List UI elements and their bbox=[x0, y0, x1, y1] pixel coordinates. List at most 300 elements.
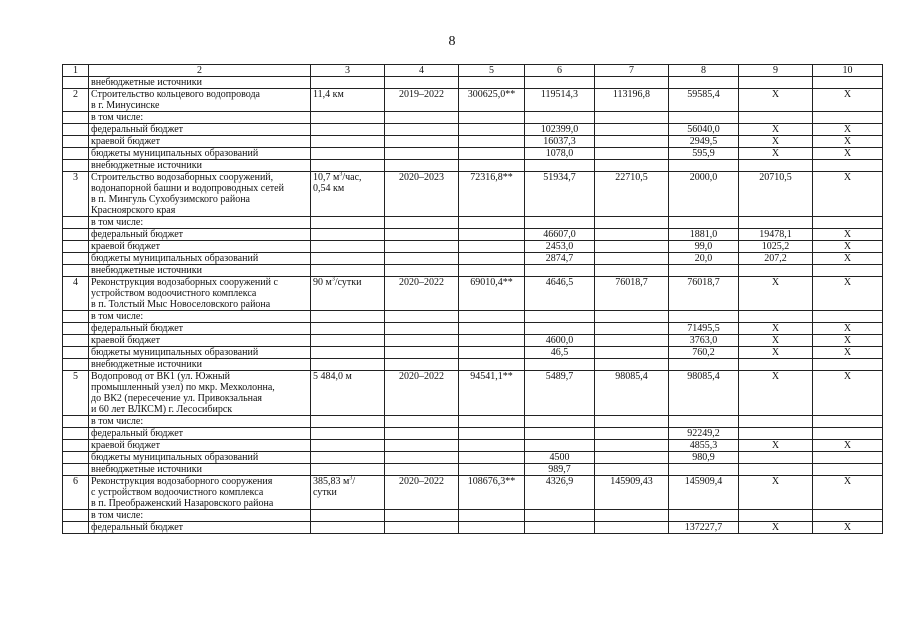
column-header: 5 bbox=[459, 65, 525, 77]
cell-c8: 56040,0 bbox=[669, 124, 739, 136]
page-number: 8 bbox=[448, 34, 456, 49]
cell-period bbox=[385, 416, 459, 428]
table-row bbox=[63, 335, 883, 347]
cell-name bbox=[63, 359, 89, 371]
cell-label: Реконструкция водозаборных сооружений с устройством водоочистного комплекса в п. Толстый Мыс Новоселовского района bbox=[89, 277, 311, 311]
cell-cost bbox=[459, 510, 525, 522]
cell-c8: 137227,7 bbox=[669, 522, 739, 534]
cell-label: бюджеты муниципальных образований bbox=[89, 148, 311, 160]
cell-c7 bbox=[595, 359, 669, 371]
cell-c9: X bbox=[739, 124, 813, 136]
cell-unit bbox=[311, 428, 385, 440]
cell-label: внебюджетные источники bbox=[89, 77, 311, 89]
cell-label: в том числе: bbox=[89, 510, 311, 522]
cell-name bbox=[63, 265, 89, 277]
table-row bbox=[63, 371, 883, 416]
cell-c8 bbox=[669, 112, 739, 124]
cell-c9 bbox=[739, 510, 813, 522]
cell-c7: 22710,5 bbox=[595, 172, 669, 217]
cell-period bbox=[385, 464, 459, 476]
cell-c10: X bbox=[813, 136, 883, 148]
cell-c8: 145909,4 bbox=[669, 476, 739, 510]
cell-c8: 4855,3 bbox=[669, 440, 739, 452]
cell-label: федеральный бюджет bbox=[89, 229, 311, 241]
cell-c7 bbox=[595, 347, 669, 359]
cell-period bbox=[385, 160, 459, 172]
cell-period: 2020–2022 bbox=[385, 277, 459, 311]
cell-unit bbox=[311, 416, 385, 428]
cell-unit bbox=[311, 522, 385, 534]
cell-unit: 90 $м^3$/сутки bbox=[311, 277, 385, 311]
cell-c10 bbox=[813, 217, 883, 229]
cell-c10 bbox=[813, 428, 883, 440]
cell-c6: 4600,0 bbox=[525, 335, 595, 347]
cell-c7 bbox=[595, 77, 669, 89]
cell-name bbox=[63, 124, 89, 136]
cell-c6: 46607,0 bbox=[525, 229, 595, 241]
cell-period bbox=[385, 229, 459, 241]
cell-cost bbox=[459, 347, 525, 359]
cell-label: внебюджетные источники bbox=[89, 160, 311, 172]
cell-name bbox=[63, 77, 89, 89]
cell-c7: 76018,7 bbox=[595, 277, 669, 311]
cell-cost bbox=[459, 416, 525, 428]
cell-name bbox=[63, 148, 89, 160]
cell-c10 bbox=[813, 112, 883, 124]
cell-c10: X bbox=[813, 347, 883, 359]
column-header: 4 bbox=[385, 65, 459, 77]
cell-label: краевой бюджет bbox=[89, 136, 311, 148]
cell-c7: 145909,43 bbox=[595, 476, 669, 510]
cell-c7 bbox=[595, 124, 669, 136]
cell-c6: 51934,7 bbox=[525, 172, 595, 217]
cell-c6: 119514,3 bbox=[525, 89, 595, 112]
cell-c6: 2453,0 bbox=[525, 241, 595, 253]
cell-name bbox=[63, 311, 89, 323]
cell-c7 bbox=[595, 253, 669, 265]
cell-name bbox=[63, 452, 89, 464]
cell-c6 bbox=[525, 428, 595, 440]
cell-period bbox=[385, 241, 459, 253]
column-header: 6 bbox=[525, 65, 595, 77]
cell-period bbox=[385, 148, 459, 160]
cell-label: бюджеты муниципальных образований bbox=[89, 253, 311, 265]
cell-period bbox=[385, 124, 459, 136]
cell-unit bbox=[311, 464, 385, 476]
cell-period bbox=[385, 136, 459, 148]
cell-c10 bbox=[813, 160, 883, 172]
cell-c7: 113196,8 bbox=[595, 89, 669, 112]
cell-cost: 108676,3** bbox=[459, 476, 525, 510]
cell-period bbox=[385, 347, 459, 359]
cell-c6: 2874,7 bbox=[525, 253, 595, 265]
cell-unit bbox=[311, 253, 385, 265]
cell-period bbox=[385, 77, 459, 89]
cell-c6: 4326,9 bbox=[525, 476, 595, 510]
table-row bbox=[63, 277, 883, 311]
cell-c6: 16037,3 bbox=[525, 136, 595, 148]
cell-c10: X bbox=[813, 253, 883, 265]
column-header: 10 bbox=[813, 65, 883, 77]
cell-c10 bbox=[813, 464, 883, 476]
cell-unit bbox=[311, 241, 385, 253]
cell-label: внебюджетные источники bbox=[89, 359, 311, 371]
cell-c9 bbox=[739, 428, 813, 440]
cell-cost bbox=[459, 112, 525, 124]
cell-c7 bbox=[595, 452, 669, 464]
cell-c8: 99,0 bbox=[669, 241, 739, 253]
cell-cost: 69010,4** bbox=[459, 277, 525, 311]
cell-c8: 3763,0 bbox=[669, 335, 739, 347]
cell-name: 3 bbox=[63, 172, 89, 217]
cell-c10 bbox=[813, 77, 883, 89]
table-row bbox=[63, 253, 883, 265]
column-header: 3 bbox=[311, 65, 385, 77]
column-header: 2 bbox=[89, 65, 311, 77]
cell-c7 bbox=[595, 112, 669, 124]
cell-label: внебюджетные источники bbox=[89, 464, 311, 476]
cell-c8: 71495,5 bbox=[669, 323, 739, 335]
cell-unit bbox=[311, 323, 385, 335]
cell-period bbox=[385, 522, 459, 534]
cell-unit: 10,7 $м^3$/час, 0,54 км bbox=[311, 172, 385, 217]
cell-c7 bbox=[595, 217, 669, 229]
cell-c10: X bbox=[813, 89, 883, 112]
table-row bbox=[63, 229, 883, 241]
cell-c6: 5489,7 bbox=[525, 371, 595, 416]
table-row bbox=[63, 416, 883, 428]
cell-unit bbox=[311, 112, 385, 124]
cell-unit bbox=[311, 217, 385, 229]
cell-c10: X bbox=[813, 172, 883, 217]
cell-c6 bbox=[525, 359, 595, 371]
cell-c10 bbox=[813, 416, 883, 428]
table-row bbox=[63, 172, 883, 217]
cell-c10 bbox=[813, 359, 883, 371]
cell-period bbox=[385, 440, 459, 452]
cell-c7 bbox=[595, 510, 669, 522]
cell-cost bbox=[459, 229, 525, 241]
cell-c6 bbox=[525, 160, 595, 172]
cell-label: федеральный бюджет bbox=[89, 124, 311, 136]
cell-cost bbox=[459, 148, 525, 160]
cell-c6: 4500 bbox=[525, 452, 595, 464]
cell-cost bbox=[459, 217, 525, 229]
cell-cost bbox=[459, 359, 525, 371]
cell-c6: 46,5 bbox=[525, 347, 595, 359]
cell-c9: 207,2 bbox=[739, 253, 813, 265]
cell-period bbox=[385, 265, 459, 277]
cell-c8: 1881,0 bbox=[669, 229, 739, 241]
cell-unit bbox=[311, 347, 385, 359]
cell-name bbox=[63, 229, 89, 241]
cell-cost bbox=[459, 464, 525, 476]
cell-label: бюджеты муниципальных образований bbox=[89, 347, 311, 359]
table-row bbox=[63, 522, 883, 534]
cell-c10: X bbox=[813, 148, 883, 160]
cell-name bbox=[63, 464, 89, 476]
cell-name bbox=[63, 217, 89, 229]
cell-c9: X bbox=[739, 522, 813, 534]
table-row bbox=[63, 217, 883, 229]
cell-cost bbox=[459, 323, 525, 335]
cell-cost bbox=[459, 522, 525, 534]
cell-c6 bbox=[525, 323, 595, 335]
cell-c7: 98085,4 bbox=[595, 371, 669, 416]
cell-c6 bbox=[525, 510, 595, 522]
cell-label: в том числе: bbox=[89, 311, 311, 323]
table-row bbox=[63, 452, 883, 464]
cell-period: 2020–2022 bbox=[385, 371, 459, 416]
cell-c9 bbox=[739, 112, 813, 124]
cell-name bbox=[63, 440, 89, 452]
cell-c6: 4646,5 bbox=[525, 277, 595, 311]
cell-name bbox=[63, 136, 89, 148]
cell-period bbox=[385, 112, 459, 124]
cell-c8 bbox=[669, 160, 739, 172]
cell-c10: X bbox=[813, 229, 883, 241]
cell-c6 bbox=[525, 77, 595, 89]
cell-cost bbox=[459, 136, 525, 148]
cell-c9 bbox=[739, 160, 813, 172]
cell-unit bbox=[311, 136, 385, 148]
cell-c8: 98085,4 bbox=[669, 371, 739, 416]
cell-name bbox=[63, 335, 89, 347]
cell-c7 bbox=[595, 148, 669, 160]
cell-c10 bbox=[813, 265, 883, 277]
cell-unit bbox=[311, 335, 385, 347]
column-header: 9 bbox=[739, 65, 813, 77]
cell-label: федеральный бюджет bbox=[89, 522, 311, 534]
cell-c9: X bbox=[739, 277, 813, 311]
cell-cost bbox=[459, 253, 525, 265]
table-row bbox=[63, 440, 883, 452]
cell-c9: X bbox=[739, 347, 813, 359]
cell-cost bbox=[459, 452, 525, 464]
cell-name: 2 bbox=[63, 89, 89, 112]
cell-unit bbox=[311, 452, 385, 464]
cell-cost bbox=[459, 440, 525, 452]
cell-c9: X bbox=[739, 335, 813, 347]
cell-name bbox=[63, 241, 89, 253]
cell-name bbox=[63, 416, 89, 428]
cell-c7 bbox=[595, 335, 669, 347]
cell-c10: X bbox=[813, 124, 883, 136]
table-row bbox=[63, 77, 883, 89]
cell-cost bbox=[459, 335, 525, 347]
cell-name bbox=[63, 323, 89, 335]
table-row bbox=[63, 124, 883, 136]
cell-c6 bbox=[525, 522, 595, 534]
cell-c9: X bbox=[739, 371, 813, 416]
cell-period bbox=[385, 335, 459, 347]
cell-c9: X bbox=[739, 476, 813, 510]
cell-c6 bbox=[525, 311, 595, 323]
cell-label: внебюджетные источники bbox=[89, 265, 311, 277]
cell-c8 bbox=[669, 217, 739, 229]
cell-unit bbox=[311, 229, 385, 241]
cell-c8 bbox=[669, 464, 739, 476]
cell-c7 bbox=[595, 428, 669, 440]
cell-name bbox=[63, 347, 89, 359]
cell-label: Водопровод от ВК1 (ул. Южный промышленный узел) по мкр. Мехколонна, до ВК2 (пересечение ул. Привокзальная и 60 лет ВЛКСМ) г. Лесосибирск bbox=[89, 371, 311, 416]
cell-cost bbox=[459, 160, 525, 172]
cell-c9 bbox=[739, 359, 813, 371]
cell-c8 bbox=[669, 77, 739, 89]
cell-c6 bbox=[525, 217, 595, 229]
cell-label: в том числе: bbox=[89, 112, 311, 124]
cell-c6 bbox=[525, 440, 595, 452]
cell-unit bbox=[311, 77, 385, 89]
table-row bbox=[63, 265, 883, 277]
cell-label: краевой бюджет bbox=[89, 440, 311, 452]
table-row bbox=[63, 112, 883, 124]
cell-c10: X bbox=[813, 241, 883, 253]
cell-period bbox=[385, 452, 459, 464]
cell-c9: X bbox=[739, 323, 813, 335]
cell-name bbox=[63, 522, 89, 534]
cell-c9 bbox=[739, 265, 813, 277]
cell-name bbox=[63, 510, 89, 522]
cell-unit: 11,4 км bbox=[311, 89, 385, 112]
cell-c8 bbox=[669, 510, 739, 522]
cell-c8: 595,9 bbox=[669, 148, 739, 160]
cell-c9 bbox=[739, 416, 813, 428]
cell-unit bbox=[311, 359, 385, 371]
cell-label: бюджеты муниципальных образований bbox=[89, 452, 311, 464]
cell-c7 bbox=[595, 265, 669, 277]
cell-label: Строительство водозаборных сооружений, водонапорной башни и водопроводных сетей в п. Мингуль Сухобузимского района Красноярского края bbox=[89, 172, 311, 217]
cell-label: Реконструкция водозаборного сооружения с устройством водоочистного комплекса в п. Преображенский Назаровского района bbox=[89, 476, 311, 510]
cell-unit bbox=[311, 148, 385, 160]
cell-c6: 989,7 bbox=[525, 464, 595, 476]
table-row bbox=[63, 160, 883, 172]
table-row bbox=[63, 347, 883, 359]
table-row bbox=[63, 241, 883, 253]
cell-name bbox=[63, 160, 89, 172]
cell-cost: 94541,1** bbox=[459, 371, 525, 416]
column-header: 8 bbox=[669, 65, 739, 77]
cell-label: в том числе: bbox=[89, 217, 311, 229]
cell-c8 bbox=[669, 265, 739, 277]
cell-c6 bbox=[525, 265, 595, 277]
cell-unit bbox=[311, 265, 385, 277]
cell-period bbox=[385, 253, 459, 265]
cell-c9 bbox=[739, 311, 813, 323]
cell-c7 bbox=[595, 440, 669, 452]
table-row bbox=[63, 148, 883, 160]
cell-c8 bbox=[669, 311, 739, 323]
cell-c7 bbox=[595, 241, 669, 253]
budget-table bbox=[62, 64, 883, 534]
cell-c10: X bbox=[813, 323, 883, 335]
cell-period bbox=[385, 359, 459, 371]
cell-c7 bbox=[595, 136, 669, 148]
cell-period bbox=[385, 217, 459, 229]
cell-c9 bbox=[739, 77, 813, 89]
cell-cost: 72316,8** bbox=[459, 172, 525, 217]
cell-period bbox=[385, 311, 459, 323]
cell-c8: 980,9 bbox=[669, 452, 739, 464]
cell-c8 bbox=[669, 359, 739, 371]
cell-c8: 2000,0 bbox=[669, 172, 739, 217]
cell-c8: 92249,2 bbox=[669, 428, 739, 440]
cell-label: краевой бюджет bbox=[89, 335, 311, 347]
cell-period: 2020–2023 bbox=[385, 172, 459, 217]
table-row bbox=[63, 136, 883, 148]
table-row bbox=[63, 311, 883, 323]
table-row bbox=[63, 464, 883, 476]
cell-name bbox=[63, 253, 89, 265]
cell-c7 bbox=[595, 522, 669, 534]
cell-c8: 2949,5 bbox=[669, 136, 739, 148]
cell-c8: 76018,7 bbox=[669, 277, 739, 311]
cell-cost bbox=[459, 241, 525, 253]
cell-period: 2019–2022 bbox=[385, 89, 459, 112]
cell-c10: X bbox=[813, 440, 883, 452]
cell-unit bbox=[311, 160, 385, 172]
cell-c7 bbox=[595, 323, 669, 335]
column-header: 7 bbox=[595, 65, 669, 77]
cell-cost bbox=[459, 265, 525, 277]
table-row bbox=[63, 476, 883, 510]
cell-c9: X bbox=[739, 440, 813, 452]
cell-period bbox=[385, 428, 459, 440]
cell-c10 bbox=[813, 452, 883, 464]
cell-c7 bbox=[595, 464, 669, 476]
cell-label: федеральный бюджет bbox=[89, 428, 311, 440]
cell-period bbox=[385, 510, 459, 522]
cell-c7 bbox=[595, 160, 669, 172]
table-row bbox=[63, 359, 883, 371]
cell-label: федеральный бюджет bbox=[89, 323, 311, 335]
cell-unit bbox=[311, 510, 385, 522]
cell-c10: X bbox=[813, 371, 883, 416]
cell-name bbox=[63, 112, 89, 124]
cell-c8 bbox=[669, 416, 739, 428]
cell-c9 bbox=[739, 452, 813, 464]
cell-c9 bbox=[739, 464, 813, 476]
cell-unit bbox=[311, 311, 385, 323]
cell-unit bbox=[311, 440, 385, 452]
cell-period: 2020–2022 bbox=[385, 476, 459, 510]
cell-c10: X bbox=[813, 476, 883, 510]
cell-label: в том числе: bbox=[89, 416, 311, 428]
table-row bbox=[63, 89, 883, 112]
cell-c9 bbox=[739, 217, 813, 229]
cell-c10 bbox=[813, 311, 883, 323]
cell-period bbox=[385, 323, 459, 335]
cell-cost bbox=[459, 77, 525, 89]
cell-unit bbox=[311, 124, 385, 136]
cell-cost bbox=[459, 428, 525, 440]
cell-c9: 20710,5 bbox=[739, 172, 813, 217]
column-header: 1 bbox=[63, 65, 89, 77]
cell-unit: 5 484,0 м bbox=[311, 371, 385, 416]
cell-c7 bbox=[595, 229, 669, 241]
cell-cost bbox=[459, 124, 525, 136]
cell-c10: X bbox=[813, 522, 883, 534]
cell-name: 4 bbox=[63, 277, 89, 311]
cell-label: Строительство кольцевого водопровода в г. Минусинске bbox=[89, 89, 311, 112]
cell-name: 5 bbox=[63, 371, 89, 416]
cell-c6: 102399,0 bbox=[525, 124, 595, 136]
cell-c9: 1025,2 bbox=[739, 241, 813, 253]
cell-c7 bbox=[595, 311, 669, 323]
cell-c9: X bbox=[739, 89, 813, 112]
table-row bbox=[63, 428, 883, 440]
cell-c6: 1078,0 bbox=[525, 148, 595, 160]
